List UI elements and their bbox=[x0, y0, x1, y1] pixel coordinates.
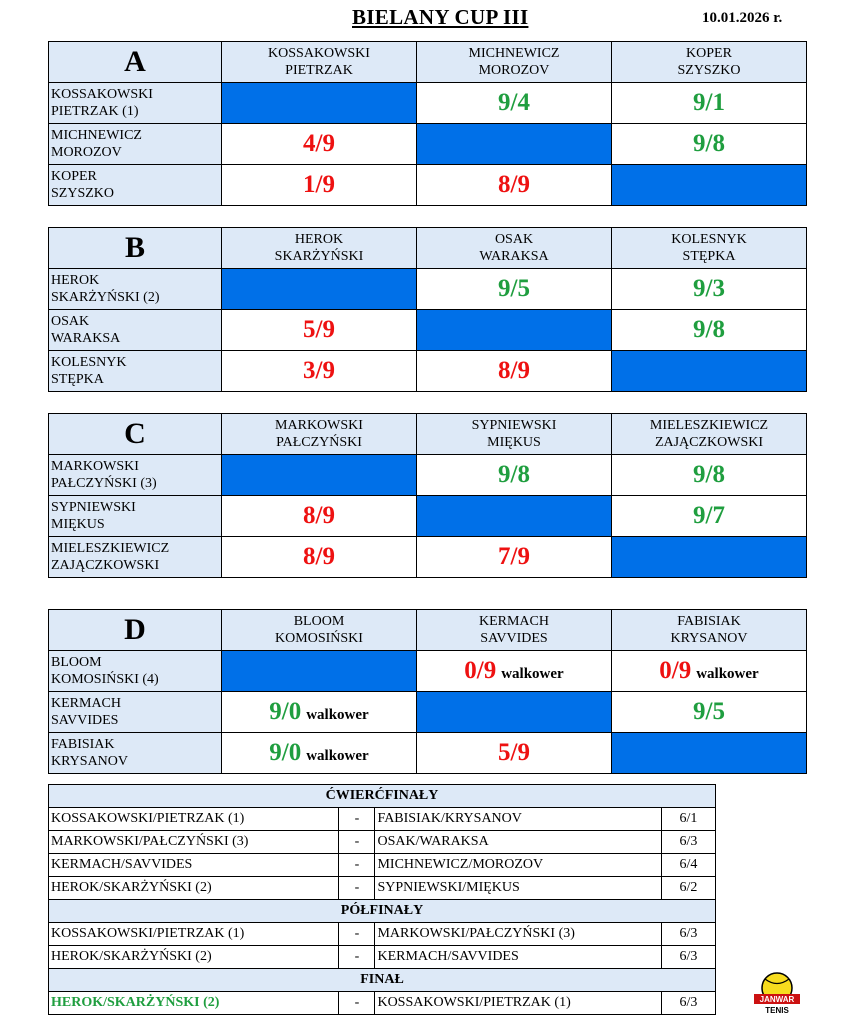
table-row bbox=[49, 310, 807, 351]
row-team-header bbox=[49, 537, 222, 578]
group-letter: D bbox=[49, 610, 222, 651]
score-cell bbox=[222, 537, 417, 578]
team-name-line: SAVVIDES bbox=[51, 713, 119, 728]
team-name-line: HEROK bbox=[51, 273, 100, 288]
match-score: 5/9 bbox=[498, 739, 530, 766]
match-result: 6/4 bbox=[661, 854, 715, 877]
match-score: 9/3 bbox=[693, 275, 725, 302]
team-name-line: MICHNEWICZ bbox=[468, 46, 560, 61]
team-name-line: SYPNIEWSKI bbox=[471, 418, 557, 433]
row-team-header bbox=[49, 124, 222, 165]
group-letter: A bbox=[49, 42, 222, 83]
match-score: 9/0 bbox=[269, 698, 302, 725]
score-cell bbox=[222, 496, 417, 537]
team-name-line: FABISIAK bbox=[51, 737, 115, 752]
team-two: MARKOWSKI/PAŁCZYŃSKI (3) bbox=[375, 923, 661, 946]
group-letter: B bbox=[49, 228, 222, 269]
team-name-line: ZAJĄCZKOWSKI bbox=[51, 558, 160, 573]
score-cell bbox=[417, 733, 612, 774]
table-row bbox=[49, 83, 807, 124]
match-score: 9/1 bbox=[693, 89, 725, 116]
score-cell bbox=[222, 733, 417, 774]
team-name-line: KRYSANOV bbox=[670, 631, 748, 646]
score-cell bbox=[612, 310, 807, 351]
table-row bbox=[49, 351, 807, 392]
row-team-header bbox=[49, 455, 222, 496]
row-team-header bbox=[49, 351, 222, 392]
column-team-header bbox=[222, 42, 417, 83]
team-two: SYPNIEWSKI/MIĘKUS bbox=[375, 877, 661, 900]
stage-header: FINAŁ bbox=[49, 969, 716, 992]
match-result: 6/1 bbox=[661, 808, 715, 831]
team-name-line: PAŁCZYŃSKI (3) bbox=[51, 476, 157, 491]
table-row bbox=[49, 733, 807, 774]
team-name-line: BLOOM bbox=[51, 655, 102, 670]
row-team-header bbox=[49, 165, 222, 206]
score-cell bbox=[612, 455, 807, 496]
score-cell bbox=[417, 651, 612, 692]
team-name-line: SYPNIEWSKI bbox=[51, 500, 136, 515]
match-result: 6/2 bbox=[661, 877, 715, 900]
column-team-header bbox=[222, 228, 417, 269]
team-name-line: SZYSZKO bbox=[677, 63, 741, 78]
column-team-header bbox=[612, 610, 807, 651]
score-cell bbox=[612, 269, 807, 310]
group-letter: C bbox=[49, 414, 222, 455]
team-name-line: MIĘKUS bbox=[51, 517, 105, 532]
match-score: 8/9 bbox=[498, 171, 530, 198]
table-row bbox=[49, 269, 807, 310]
row-team-header bbox=[49, 83, 222, 124]
team-one: KOSSAKOWSKI/PIETRZAK (1) bbox=[49, 808, 339, 831]
match-result: 6/3 bbox=[661, 992, 715, 1015]
team-name-line: OSAK bbox=[494, 232, 534, 247]
team-one: KERMACH/SAVVIDES bbox=[49, 854, 339, 877]
event-date: 10.01.2026 r. bbox=[702, 10, 783, 26]
team-name-line: KOMOSIŃSKI bbox=[275, 631, 363, 646]
group-table-b bbox=[48, 227, 807, 392]
row-team-header bbox=[49, 310, 222, 351]
match-row bbox=[49, 831, 716, 854]
team-name-line: MICHNEWICZ bbox=[51, 128, 142, 143]
match-score: 9/0 bbox=[269, 739, 302, 766]
match-result: 6/3 bbox=[661, 923, 715, 946]
team-name-line: KOSSAKOWSKI bbox=[268, 46, 370, 61]
team-name-line: HEROK bbox=[294, 232, 344, 247]
column-team-header bbox=[222, 610, 417, 651]
table-row bbox=[49, 124, 807, 165]
team-name-line: STĘPKA bbox=[51, 372, 104, 387]
team-name-line: KOMOSIŃSKI (4) bbox=[51, 672, 159, 687]
team-one: HEROK/SKARŻYŃSKI (2) bbox=[49, 946, 339, 969]
match-score: 8/9 bbox=[498, 357, 530, 384]
score-cell bbox=[222, 165, 417, 206]
knockout-table bbox=[48, 784, 716, 1015]
match-row bbox=[49, 923, 716, 946]
team-name-line: SKARŻYŃSKI bbox=[274, 249, 364, 264]
match-score: 9/5 bbox=[693, 698, 725, 725]
stage-header: ĆWIERĆFINAŁY bbox=[49, 785, 716, 808]
column-team-header bbox=[222, 414, 417, 455]
column-team-header bbox=[417, 42, 612, 83]
match-result: 6/3 bbox=[661, 946, 715, 969]
self-match-cell bbox=[417, 692, 612, 733]
team-two: KOSSAKOWSKI/PIETRZAK (1) bbox=[375, 992, 661, 1015]
team-name-line: WARAKSA bbox=[51, 331, 121, 346]
score-cell bbox=[612, 83, 807, 124]
score-cell bbox=[612, 496, 807, 537]
self-match-cell bbox=[417, 124, 612, 165]
self-match-cell bbox=[612, 165, 807, 206]
team-one: MARKOWSKI/PAŁCZYŃSKI (3) bbox=[49, 831, 339, 854]
versus-dash: - bbox=[339, 808, 375, 831]
match-score: 9/8 bbox=[693, 130, 725, 157]
svg-text:JANWAR: JANWAR bbox=[759, 995, 795, 1004]
team-name-line: KERMACH bbox=[478, 614, 549, 629]
row-team-header bbox=[49, 651, 222, 692]
table-row bbox=[49, 165, 807, 206]
match-score: 8/9 bbox=[303, 543, 335, 570]
match-score: 9/7 bbox=[693, 502, 725, 529]
janwar-tenis-logo bbox=[752, 968, 802, 1018]
team-name-line: SAVVIDES bbox=[480, 631, 548, 646]
team-one: HEROK/SKARŻYŃSKI (2) bbox=[49, 992, 339, 1015]
versus-dash: - bbox=[339, 854, 375, 877]
column-team-header bbox=[417, 610, 612, 651]
team-name-line: FABISIAK bbox=[677, 614, 741, 629]
match-score: 0/9 bbox=[464, 657, 497, 684]
match-score: 9/8 bbox=[498, 461, 530, 488]
score-cell bbox=[417, 455, 612, 496]
team-name-line: OSAK bbox=[51, 314, 90, 329]
walkover-note: walkower bbox=[306, 748, 369, 764]
row-team-header bbox=[49, 692, 222, 733]
row-team-header bbox=[49, 496, 222, 537]
column-team-header bbox=[417, 414, 612, 455]
team-name-line: MARKOWSKI bbox=[51, 459, 139, 474]
table-row bbox=[49, 651, 807, 692]
team-two: FABISIAK/KRYSANOV bbox=[375, 808, 661, 831]
team-name-line: ZAJĄCZKOWSKI bbox=[654, 435, 764, 450]
score-cell bbox=[417, 537, 612, 578]
match-score: 1/9 bbox=[303, 171, 335, 198]
table-row bbox=[49, 455, 807, 496]
team-name-line: MARKOWSKI bbox=[275, 418, 363, 433]
team-name-line: MIĘKUS bbox=[487, 435, 541, 450]
team-name-line: PAŁCZYŃSKI bbox=[276, 435, 362, 450]
versus-dash: - bbox=[339, 992, 375, 1015]
row-team-header bbox=[49, 269, 222, 310]
match-score: 8/9 bbox=[303, 502, 335, 529]
team-name-line: KERMACH bbox=[51, 696, 122, 711]
match-row bbox=[49, 877, 716, 900]
versus-dash: - bbox=[339, 877, 375, 900]
stage-header: PÓŁFINAŁY bbox=[49, 900, 716, 923]
score-cell bbox=[417, 165, 612, 206]
match-result: 6/3 bbox=[661, 831, 715, 854]
team-two: KERMACH/SAVVIDES bbox=[375, 946, 661, 969]
score-cell bbox=[222, 310, 417, 351]
page-title: BIELANY CUP III bbox=[352, 5, 529, 29]
match-score: 5/9 bbox=[303, 316, 335, 343]
team-two: MICHNEWICZ/MOROZOV bbox=[375, 854, 661, 877]
self-match-cell bbox=[222, 651, 417, 692]
table-row bbox=[49, 692, 807, 733]
score-cell bbox=[222, 692, 417, 733]
match-score: 4/9 bbox=[303, 130, 335, 157]
walkover-note: walkower bbox=[696, 666, 759, 682]
match-score: 9/8 bbox=[693, 461, 725, 488]
score-cell bbox=[417, 351, 612, 392]
column-team-header bbox=[612, 42, 807, 83]
team-one: HEROK/SKARŻYŃSKI (2) bbox=[49, 877, 339, 900]
match-row bbox=[49, 808, 716, 831]
walkover-note: walkower bbox=[306, 707, 369, 723]
row-team-header bbox=[49, 733, 222, 774]
match-row bbox=[49, 946, 716, 969]
team-name-line: MOROZOV bbox=[51, 145, 122, 160]
team-name-line: MIELESZKIEWICZ bbox=[649, 418, 769, 433]
team-one: KOSSAKOWSKI/PIETRZAK (1) bbox=[49, 923, 339, 946]
team-name-line: KOPER bbox=[51, 169, 97, 184]
column-team-header bbox=[417, 228, 612, 269]
svg-text:TENIS: TENIS bbox=[765, 1006, 789, 1015]
table-row bbox=[49, 496, 807, 537]
team-two: OSAK/WARAKSA bbox=[375, 831, 661, 854]
team-name-line: SZYSZKO bbox=[51, 186, 115, 201]
versus-dash: - bbox=[339, 923, 375, 946]
self-match-cell bbox=[222, 83, 417, 124]
team-name-line: KOLESNYK bbox=[51, 355, 127, 370]
score-cell bbox=[612, 124, 807, 165]
score-cell bbox=[222, 124, 417, 165]
walkover-note: walkower bbox=[501, 666, 564, 682]
team-name-line: PIETRZAK bbox=[285, 63, 353, 78]
table-row bbox=[49, 537, 807, 578]
team-name-line: KOPER bbox=[686, 46, 732, 61]
match-row bbox=[49, 992, 716, 1015]
match-score: 9/4 bbox=[498, 89, 530, 116]
match-row bbox=[49, 854, 716, 877]
match-score: 0/9 bbox=[659, 657, 692, 684]
team-name-line: KOSSAKOWSKI bbox=[51, 87, 153, 102]
versus-dash: - bbox=[339, 946, 375, 969]
score-cell bbox=[612, 692, 807, 733]
versus-dash: - bbox=[339, 831, 375, 854]
team-name-line: SKARŻYŃSKI (2) bbox=[51, 290, 160, 305]
score-cell bbox=[222, 351, 417, 392]
self-match-cell bbox=[612, 351, 807, 392]
group-table-a bbox=[48, 41, 807, 206]
team-name-line: KOLESNYK bbox=[671, 232, 747, 247]
self-match-cell bbox=[612, 537, 807, 578]
group-table-d bbox=[48, 609, 807, 774]
match-score: 3/9 bbox=[303, 357, 335, 384]
score-cell bbox=[417, 83, 612, 124]
match-score: 9/5 bbox=[498, 275, 530, 302]
match-score: 7/9 bbox=[498, 543, 530, 570]
self-match-cell bbox=[612, 733, 807, 774]
team-name-line: MIELESZKIEWICZ bbox=[51, 541, 170, 556]
score-cell bbox=[417, 269, 612, 310]
self-match-cell bbox=[417, 310, 612, 351]
team-name-line: MOROZOV bbox=[478, 63, 550, 78]
self-match-cell bbox=[222, 269, 417, 310]
team-name-line: WARAKSA bbox=[479, 249, 549, 264]
match-score: 9/8 bbox=[693, 316, 725, 343]
self-match-cell bbox=[222, 455, 417, 496]
group-table-c bbox=[48, 413, 807, 578]
column-team-header bbox=[612, 414, 807, 455]
column-team-header bbox=[612, 228, 807, 269]
team-name-line: KRYSANOV bbox=[51, 754, 129, 769]
team-name-line: PIETRZAK (1) bbox=[51, 104, 139, 119]
team-name-line: STĘPKA bbox=[682, 249, 736, 264]
score-cell bbox=[612, 651, 807, 692]
team-name-line: BLOOM bbox=[293, 614, 345, 629]
self-match-cell bbox=[417, 496, 612, 537]
